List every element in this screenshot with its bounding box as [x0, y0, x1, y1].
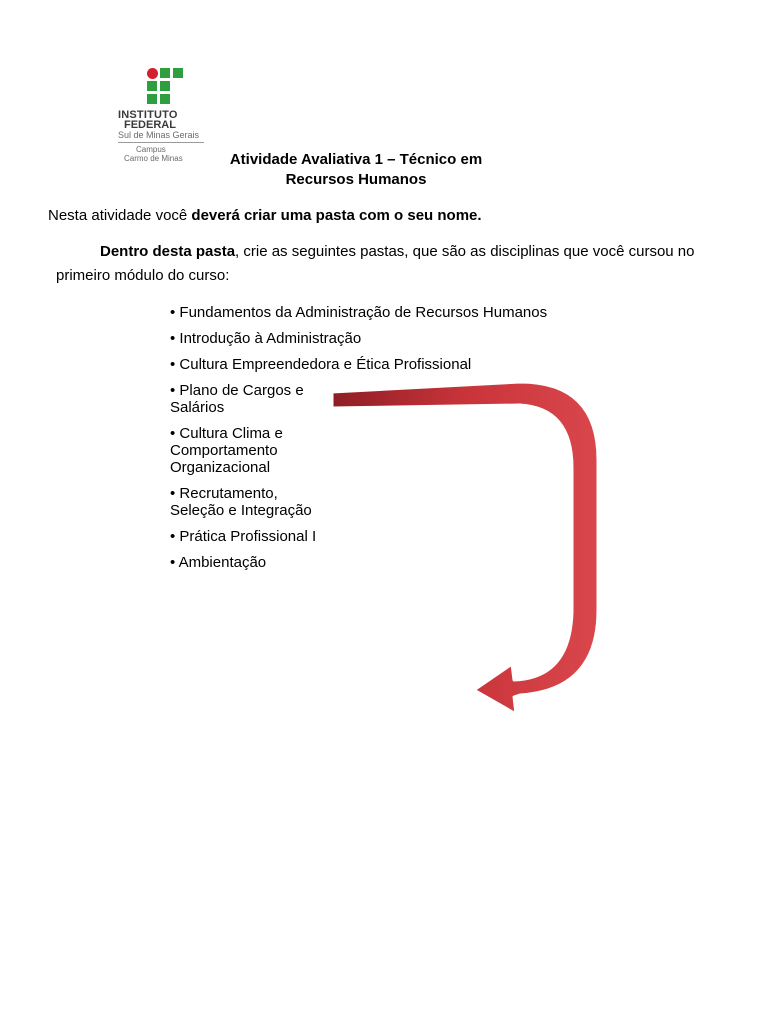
list-item: • Recrutamento, Seleção e Integração	[170, 485, 312, 519]
logo-grid-icon	[147, 68, 195, 108]
instruction-paragraph	[56, 240, 706, 288]
logo-text-instituto: INSTITUTO	[118, 109, 178, 121]
list-item: • Prática Profissional I	[170, 528, 317, 545]
list-item: • Fundamentos da Administração de Recursos Humanos	[170, 304, 548, 321]
intro-bold: deverá criar uma pasta com o seu nome.	[191, 207, 482, 224]
list-item: • Cultura Empreendedora e Ética Profissional	[170, 356, 472, 373]
list-item: • Ambientação	[170, 554, 267, 571]
logo-text-campus: Campus	[136, 145, 166, 154]
title-line-2: Recursos Humanos	[285, 171, 427, 188]
logo-text-region: Sul de Minas Gerais	[118, 130, 200, 140]
list-item: • Cultura Clima e Comportamento Organizacional	[170, 425, 283, 476]
logo-divider	[118, 142, 204, 143]
title-line-1: Atividade Avaliativa 1 – Técnico em	[229, 151, 483, 168]
page-title	[196, 150, 516, 190]
logo-text-campus-name: Carmo de Minas	[124, 154, 183, 163]
discipline-list	[170, 304, 547, 580]
instruction-bold: Dentro desta pasta	[100, 243, 236, 260]
instruction-text: , crie as seguintes pastas, que são as disciplinas que você cursou no primeiro módulo do curso:	[56, 243, 695, 284]
logo-text-federal: FEDERAL	[124, 119, 176, 131]
logo-red-dot	[147, 68, 158, 79]
list-item: • Plano de Cargos e Salários	[170, 382, 304, 416]
intro-text: Nesta atividade você	[48, 207, 192, 224]
intro-paragraph	[48, 206, 482, 226]
list-item: • Introdução à Administração	[170, 330, 362, 347]
